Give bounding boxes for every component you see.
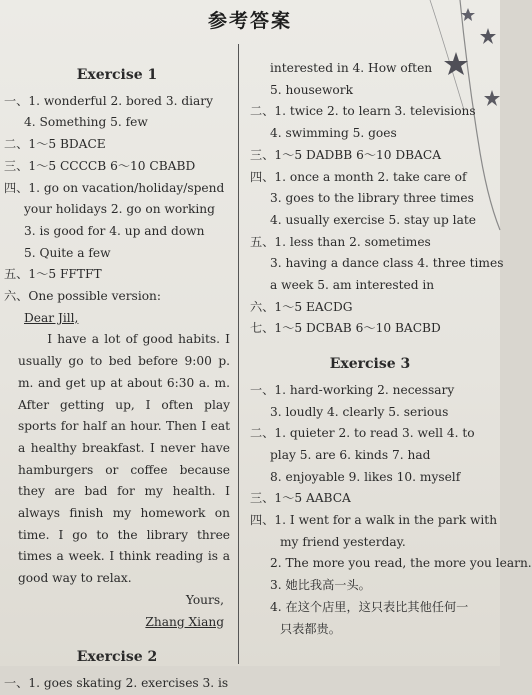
answer-line: 二、1～5 BDACE [4, 137, 106, 152]
answer-line: 4. swimming 5. goes [270, 126, 397, 141]
answer-line: 七、1～5 DCBAB 6～10 BACBD [250, 321, 441, 336]
answer-line: 3. having a dance class 4. three times [270, 256, 504, 271]
answer-line: 2. The more you read, the more you learn. [270, 556, 532, 571]
letter-closing: Yours, [185, 592, 224, 607]
answer-line: 一、1. wonderful 2. bored 3. diary [4, 93, 214, 108]
left-column [4, 63, 230, 695]
answer-line: 一、1. goes skating 2. exercises 3. is [4, 675, 229, 690]
answer-line: 二、1. twice 2. to learn 3. televisions [250, 104, 476, 119]
answer-line: 三、1～5 CCCCB 6～10 CBABD [4, 158, 196, 173]
answer-line: 4. 在这个店里，这只表比其他任何一 [270, 599, 469, 614]
answer-line: 4. Something 5. few [24, 115, 148, 130]
answer-line: 四、1. I went for a walk in the park with [250, 513, 498, 528]
signature-name: Zhang Xiang [145, 614, 224, 629]
column-divider [238, 44, 239, 664]
answer-line: play 5. are 6. kinds 7. had [270, 447, 431, 462]
answer-line: 3. loudly 4. clearly 5. serious [270, 404, 449, 419]
answer-line: a week 5. am interested in [270, 278, 435, 293]
answer-line: 四、1. go on vacation/holiday/spend [4, 180, 225, 195]
exercise-2-title: Exercise 2 [76, 649, 158, 666]
answer-line: 8. enjoyable 9. likes 10. myself [270, 469, 461, 484]
exercise-3-title: Exercise 3 [329, 356, 411, 373]
answer-line: 二、1. quieter 2. to read 3. well 4. to [250, 426, 475, 441]
answer-line: 五、1～5 FFTFT [4, 267, 102, 282]
answer-line: 只表都贵。 [280, 621, 341, 636]
answer-line: 三、1～5 DADBB 6～10 DBACA [250, 147, 442, 162]
answer-line: my friend yesterday. [280, 534, 406, 549]
right-column [250, 58, 532, 640]
answer-line: 五、1. less than 2. sometimes [250, 234, 431, 249]
essay-paragraph: I have a lot of good habits. I usually go to bed before 9:00 p. m. and get up at about 6:30 a. m. After getting up, I often play sports for half an hour. Then I eat a healthy breakfast. I never have hamburgers or coffee because they are bad for my health. I always finish my homework on time. I go to the library three times a week. I think reading is a good way to relax. [18, 332, 230, 586]
answer-line: 5. Quite a few [24, 245, 111, 260]
answer-line: 四、1. once a month 2. take care of [250, 169, 467, 184]
answer-line: 六、1～5 EACDG [250, 299, 353, 314]
answer-line: 三、1～5 AABCA [250, 491, 351, 506]
answer-line: 六、One possible version: [4, 289, 162, 304]
answer-line: 一、1. hard-working 2. necessary [250, 382, 455, 397]
letter-signature [4, 612, 230, 634]
answer-line: 3. is good for 4. up and down [24, 223, 205, 238]
letter-greeting: Dear Jill, [24, 310, 79, 325]
page-title: 参考答案 [207, 10, 292, 32]
answer-line: your holidays 2. go on working [24, 202, 215, 217]
answer-line: 4. usually exercise 5. stay up late [270, 212, 476, 227]
answer-line: 3. goes to the library three times [270, 191, 474, 206]
answer-line: 5. housework [270, 82, 353, 97]
answer-line: 3. 她比我高一头。 [270, 578, 371, 593]
exercise-1-title: Exercise 1 [76, 67, 158, 83]
answer-line: interested in 4. How often [270, 61, 433, 75]
